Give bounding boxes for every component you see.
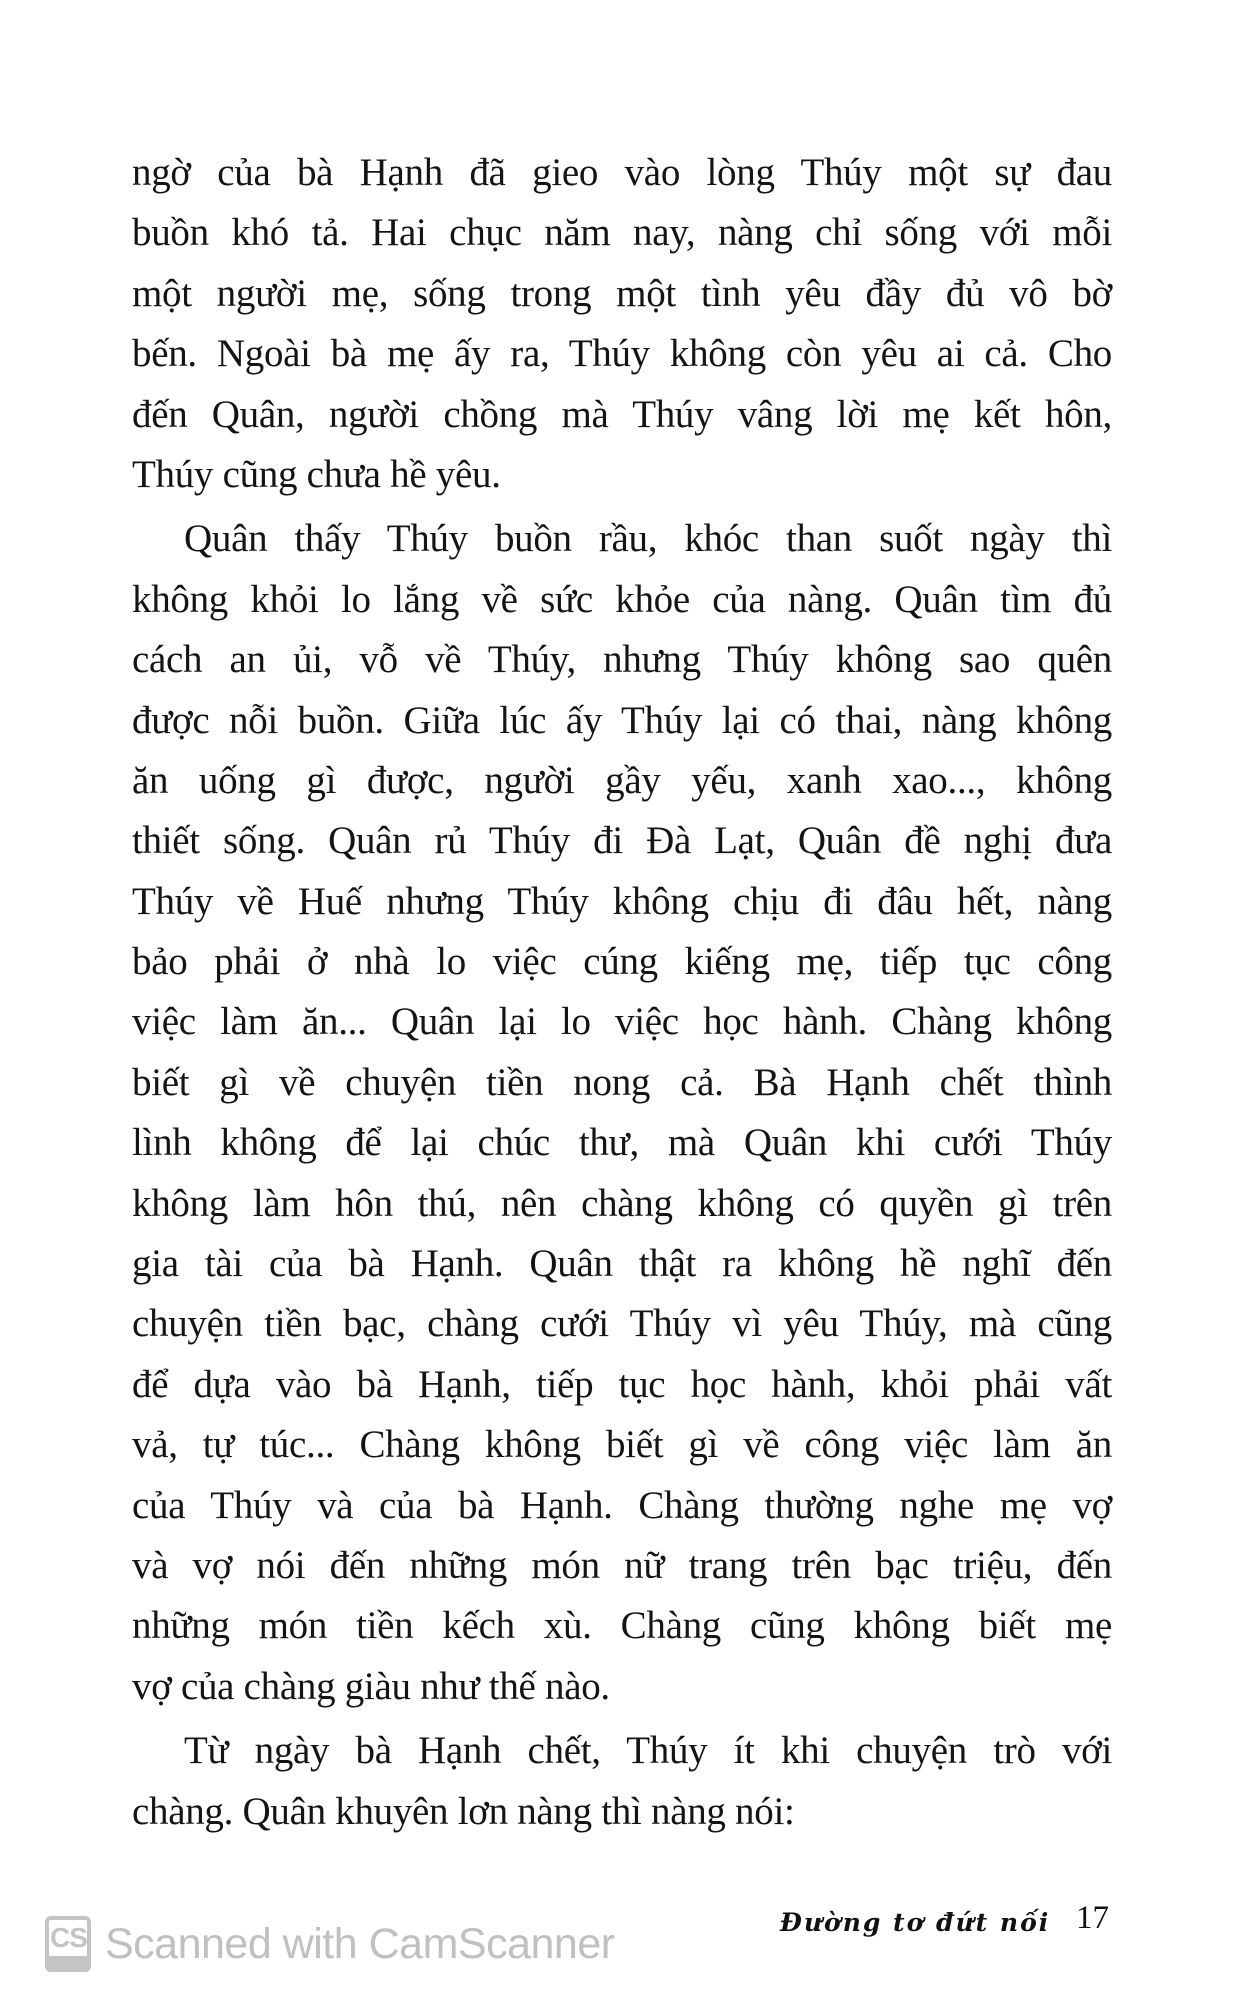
- watermark-text: Scanned with CamScanner: [105, 1919, 615, 1968]
- text-line: không làm hôn thú, nên chàng không có quyền gì trên: [132, 1181, 1112, 1225]
- text-line: bảo phải ở nhà lo việc cúng kiếng mẹ, tiếp tục công: [132, 940, 1112, 984]
- paragraph: [132, 143, 1112, 505]
- text-line: Quân thấy Thúy buồn rầu, khóc than suốt ngày thì: [184, 517, 1112, 561]
- camscanner-logo-icon: CS: [45, 1916, 91, 1972]
- text-line: vợ của chàng giàu như thế nào.: [132, 1664, 610, 1708]
- camscanner-watermark: [45, 1916, 615, 1972]
- running-footer-title: Đường tơ đứt nối: [780, 1908, 1051, 1937]
- text-line: Từ ngày bà Hạnh chết, Thúy ít khi chuyện trò với: [184, 1729, 1112, 1773]
- text-line: việc làm ăn... Quân lại lo việc học hành. Chàng không: [132, 1000, 1112, 1044]
- text-line: cách an ủi, vỗ về Thúy, nhưng Thúy không sao quên: [132, 638, 1112, 682]
- text-line: Thúy cũng chưa hề yêu.: [132, 452, 501, 496]
- text-line: những món tiền kếch xù. Chàng cũng không biết mẹ: [132, 1604, 1112, 1648]
- text-line: buồn khó tả. Hai chục năm nay, nàng chỉ sống với mỗi: [132, 211, 1112, 255]
- text-line: chuyện tiền bạc, chàng cưới Thúy vì yêu Thúy, mà cũng: [132, 1302, 1112, 1346]
- page-body: [132, 143, 1112, 1846]
- text-line: thiết sống. Quân rủ Thúy đi Đà Lạt, Quân đề nghị đưa: [132, 819, 1112, 863]
- page-number: 17: [1076, 1900, 1109, 1936]
- text-line: biết gì về chuyện tiền nong cả. Bà Hạnh chết thình: [132, 1060, 1112, 1104]
- text-line: đến Quân, người chồng mà Thúy vâng lời mẹ kết hôn,: [132, 392, 1112, 436]
- text-line: của Thúy và của bà Hạnh. Chàng thường nghe mẹ vợ: [132, 1483, 1112, 1527]
- text-line: một người mẹ, sống trong một tình yêu đầy đủ vô bờ: [132, 271, 1112, 315]
- text-line: bến. Ngoài bà mẹ ấy ra, Thúy không còn yêu ai cả. Cho: [132, 332, 1112, 376]
- text-line: gia tài của bà Hạnh. Quân thật ra không hề nghĩ đến: [132, 1242, 1112, 1286]
- text-line: để dựa vào bà Hạnh, tiếp tục học hành, khỏi phải vất: [132, 1362, 1112, 1406]
- paragraph: [132, 1721, 1112, 1842]
- text-line: chàng. Quân khuyên lơn nàng thì nàng nói:: [132, 1789, 795, 1833]
- text-line: ngờ của bà Hạnh đã gieo vào lòng Thúy một sự đau: [132, 151, 1112, 194]
- paragraph: [132, 509, 1112, 1717]
- text-line: lình không để lại chúc thư, mà Quân khi cưới Thúy: [132, 1121, 1112, 1165]
- text-line: không khỏi lo lắng về sức khỏe của nàng. Quân tìm đủ: [132, 577, 1112, 621]
- text-line: vả, tự túc... Chàng không biết gì về công việc làm ăn: [132, 1423, 1112, 1467]
- text-line: được nỗi buồn. Giữa lúc ấy Thúy lại có thai, nàng không: [132, 698, 1112, 742]
- text-line: ăn uống gì được, người gầy yếu, xanh xao..., không: [132, 758, 1112, 802]
- text-line: và vợ nói đến những món nữ trang trên bạc triệu, đến: [132, 1543, 1112, 1587]
- text-line: Thúy về Huế nhưng Thúy không chịu đi đâu hết, nàng: [132, 879, 1112, 923]
